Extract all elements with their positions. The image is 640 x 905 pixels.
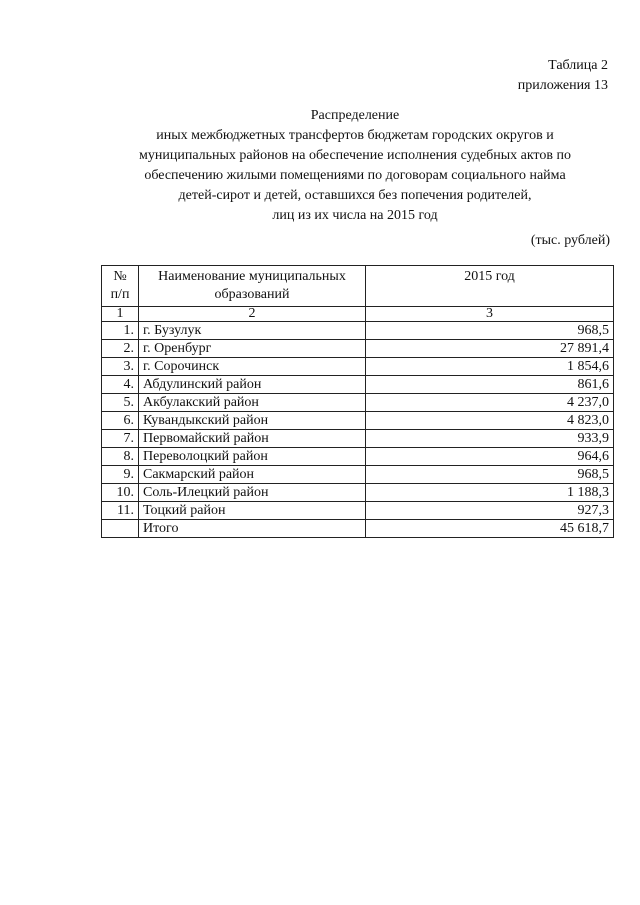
amount-value: 1 188,3 [366,484,614,502]
total-value: 45 618,7 [366,520,614,538]
table-row [102,376,614,394]
title-line: иных межбюджетных трансфертов бюджетам городских округов и [156,128,554,143]
title-line: детей-сирот и детей, оставшихся без попечения родителей, [178,188,532,203]
municipality-name: Соль-Илецкий район [139,484,366,502]
amount-value: 968,5 [366,322,614,340]
municipality-name: г. Сорочинск [139,358,366,376]
appendix-table-label: Таблица 2 [548,58,608,73]
amount-value: 1 854,6 [366,358,614,376]
row-number: 5. [102,394,139,412]
title-line: Распределение [310,108,400,123]
table-row [102,430,614,448]
row-number: 2. [102,340,139,358]
row-number: 8. [102,448,139,466]
municipality-name: Акбулакский район [139,394,366,412]
table-row [102,412,614,430]
table-row [102,394,614,412]
appendix-annex-label: приложения 13 [517,78,608,93]
column-number: 1 [102,307,139,322]
appendix-reference [518,56,608,96]
municipality-name: Тоцкий район [139,502,366,520]
table-row [102,322,614,340]
column-number: 3 [366,307,614,322]
title-line: лиц из их числа на 2015 год [272,208,438,223]
municipality-name: г. Оренбург [139,340,366,358]
table-row [102,358,614,376]
row-number: 4. [102,376,139,394]
amount-value: 27 891,4 [366,340,614,358]
title-line: муниципальных районов на обеспечение исполнения судебных актов по [139,148,571,163]
total-number-cell [102,520,139,538]
column-number: 2 [139,307,366,322]
row-number: 10. [102,484,139,502]
table-row [102,484,614,502]
municipality-name: Абдулинский район [139,376,366,394]
municipality-name: Кувандыкский район [139,412,366,430]
amount-value: 4 823,0 [366,412,614,430]
row-number: 9. [102,466,139,484]
table-row [102,466,614,484]
table-row [102,502,614,520]
row-number: 11. [102,502,139,520]
table-header-row [102,266,614,307]
units-note: (тыс. рублей) [530,233,610,248]
column-number-row [102,307,614,322]
amount-value: 968,5 [366,466,614,484]
table-row [102,340,614,358]
municipality-name: Сакмарский район [139,466,366,484]
municipality-name: г. Бузулук [139,322,366,340]
row-number: 3. [102,358,139,376]
municipality-name: Переволоцкий район [139,448,366,466]
amount-value: 927,3 [366,502,614,520]
amount-value: 964,6 [366,448,614,466]
title-line: обеспечению жилыми помещениями по договорам социального найма [144,168,566,183]
total-row [102,520,614,538]
document-title [95,106,615,226]
row-number: 6. [102,412,139,430]
municipality-name: Первомайский район [139,430,366,448]
total-label: Итого [139,520,366,538]
amount-value: 933,9 [366,430,614,448]
header-name: Наименование муниципальных образований [139,266,366,307]
amount-value: 4 237,0 [366,394,614,412]
amount-value: 861,6 [366,376,614,394]
row-number: 7. [102,430,139,448]
header-year: 2015 год [366,266,614,307]
row-number: 1. [102,322,139,340]
header-number: № п/п [102,266,139,307]
distribution-table [101,265,614,538]
table-row [102,448,614,466]
